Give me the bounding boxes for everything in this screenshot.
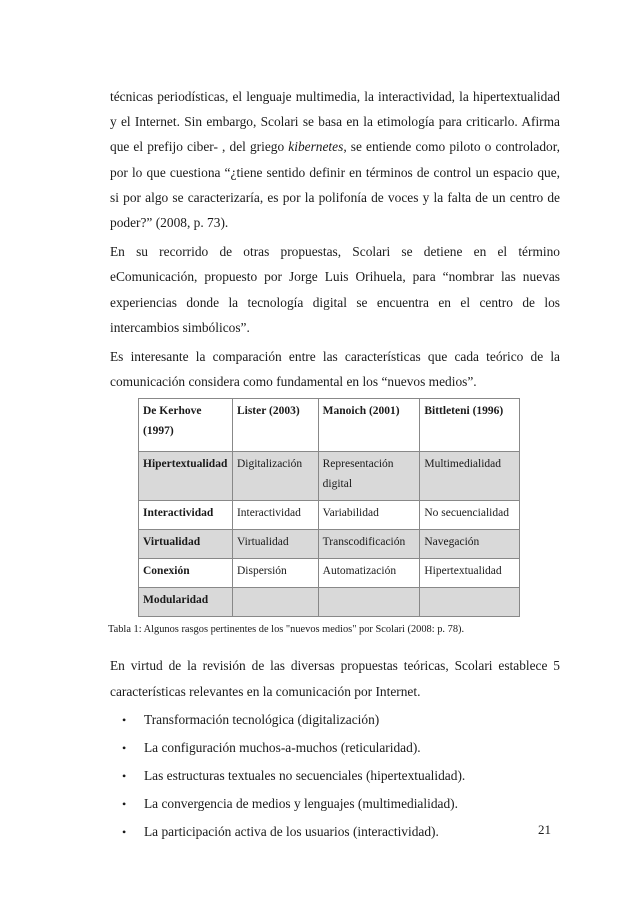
table-row <box>139 501 520 530</box>
table-cell <box>232 588 318 617</box>
table-cell: Dispersión <box>232 559 318 588</box>
bullet-icon: • <box>122 712 127 727</box>
table-cell: Navegación <box>420 530 520 559</box>
list-item: • Las estructuras textuales no secuenciales (hipertextualidad). <box>144 766 560 786</box>
table-header-cell: Manoich (2001) <box>318 399 420 452</box>
paragraph-2: En su recorrido de otras propuestas, Scolari se detiene en el término eComunicación, propuesto por Jorge Luis Orihuela, para “nombrar las nuevas experiencias donde la tecnología digital se encuentra en el centro de los intercambios simbólicos”. <box>110 244 560 335</box>
list-item: • La participación activa de los usuarios (interactividad). <box>144 822 560 842</box>
table-cell: Conexión <box>139 559 233 588</box>
paragraph-4: En virtud de la revisión de las diversas propuestas teóricas, Scolari establece 5 características relevantes en la comunicación por Internet. <box>110 658 560 699</box>
table-cell: Interactividad <box>232 501 318 530</box>
table-cell: Transcodificación <box>318 530 420 559</box>
paragraph-1-text-b: , se entiende como piloto o controlador, por lo que cuestiona “¿tiene sentido definir en términos de control un espacio que, si por algo se caracterizaría, es por la polifonía de voces y la falta de un centro de poder?” (2008, p. 73). <box>110 139 561 231</box>
table-row <box>139 530 520 559</box>
table-cell <box>420 588 520 617</box>
table-cell: Automatización <box>318 559 420 588</box>
table-caption: Tabla 1: Algunos rasgos pertinentes de los "nuevos medios" por Scolari (2008: p. 78). <box>108 624 465 636</box>
list-item: • La convergencia de medios y lenguajes (multimedialidad). <box>144 794 560 814</box>
table-cell: Multimedialidad <box>420 452 520 501</box>
paragraph-1 <box>110 84 560 235</box>
table-header-cell: Bittleteni (1996) <box>420 399 520 452</box>
list-item: • Transformación tecnológica (digitalización) <box>144 710 560 730</box>
bullet-list <box>110 710 560 842</box>
table-cell: Interactividad <box>139 501 233 530</box>
paragraph-3: Es interesante la comparación entre las características que cada teórico de la comunicación considera como fundamental en los “nuevos medios”. <box>110 349 560 390</box>
bullet-icon: • <box>122 768 127 783</box>
table-header-cell: Lister (2003) <box>232 399 318 452</box>
table-cell: Virtualidad <box>232 530 318 559</box>
table-cell: Representación digital <box>318 452 420 501</box>
table-row <box>139 588 520 617</box>
paragraph-1-text-a: técnicas periodísticas, el lenguaje multimedia, la interactividad, la hipertextualidad y el Internet. Sin embargo, Scolari se basa en la etimología para criticarlo. Afirma que el prefijo ciber- , del griego <box>110 89 560 155</box>
bullet-icon: • <box>122 824 127 839</box>
table-cell: Digitalización <box>232 452 318 501</box>
table-header-row <box>139 399 520 452</box>
table-row <box>139 559 520 588</box>
paragraph-1-italic-term: kibernetes <box>288 139 344 155</box>
table-cell: Modularidad <box>139 588 233 617</box>
bullet-icon: • <box>122 796 127 811</box>
table-cell: Variabilidad <box>318 501 420 530</box>
document-page <box>110 84 560 850</box>
table-cell: Hipertextualidad <box>420 559 520 588</box>
table-cell <box>318 588 420 617</box>
table-row <box>139 452 520 501</box>
table-cell: Hipertextualidad <box>139 452 233 501</box>
comparison-table <box>138 398 520 617</box>
table-header-cell: De Kerhove (1997) <box>139 399 233 452</box>
page-number: 21 <box>538 822 551 837</box>
bullet-icon: • <box>122 740 127 755</box>
list-item: • La configuración muchos-a-muchos (reticularidad). <box>144 738 560 758</box>
table-cell: Virtualidad <box>139 530 233 559</box>
table-cell: No secuencialidad <box>420 501 520 530</box>
